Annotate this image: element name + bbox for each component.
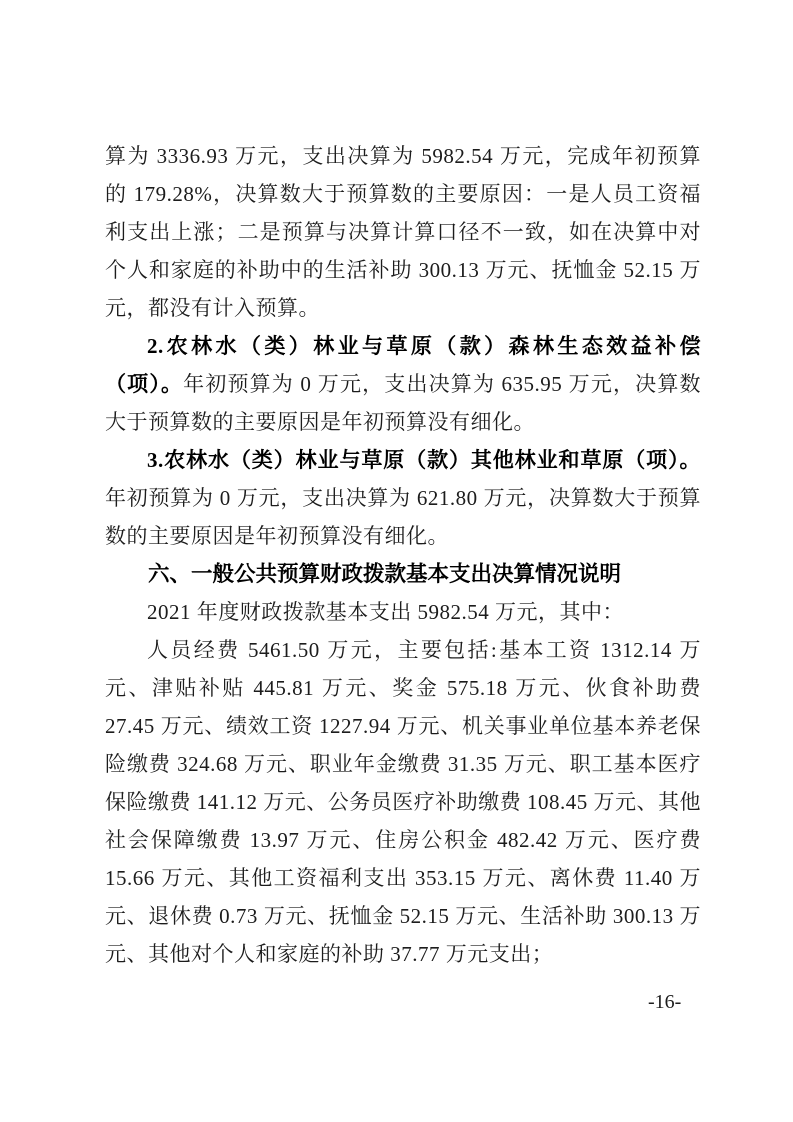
paragraph-item-3 xyxy=(105,441,701,555)
item-2-body: 年初预算为 0 万元，支出决算为 635.95 万元，决算数大于预算数的主要原因是年初预算没有细化。 xyxy=(105,372,702,434)
document-body xyxy=(105,137,701,973)
item-3-body: 年初预算为 0 万元，支出决算为 621.80 万元，决算数大于预算数的主要原因是年初预算没有细化。 xyxy=(105,486,701,548)
paragraph-item-2 xyxy=(105,327,701,441)
section-6-heading: 六、一般公共预算财政拨款基本支出决算情况说明 xyxy=(148,562,622,586)
paragraph-section-6-personnel-detail: 人员经费 5461.50 万元，主要包括:基本工资 1312.14 万元、津贴补贴 445.81 万元、奖金 575.18 万元、伙食补助费 27.45 万元、绩效工资 1227.94 万元、机关事业单位基本养老保险缴费 324.68 万元、职业年金缴费 31.35 万元、职工基本医疗保险缴费 141.12 万元、公务员医疗补助缴费 108.45 万元、其他社会保障缴费 13.97 万元、住房公积金 482.42 万元、医疗费 15.66 万元、其他工资福利支出 353.15 万元、离休费 11.40 万元、退休费 0.73 万元、抚恤金 52.15 万元、生活补助 300.13 万元、其他对个人和家庭的补助 37.77 万元支出； xyxy=(105,638,701,966)
item-3-heading: 3.农林水（类）林业与草原（款）其他林业和草原（项）。 xyxy=(147,448,701,472)
paragraph-budget-overrun-continuation: 算为 3336.93 万元，支出决算为 5982.54 万元，完成年初预算的 179.28%，决算数大于预算数的主要原因：一是人员工资福利支出上涨；二是预算与决算计算口径不一致，如在决算中对个人和家庭的补助中的生活补助 300.13 万元、抚恤金 52.15 万元，都没有计入预算。 xyxy=(105,144,701,320)
page-number: -16- xyxy=(648,991,682,1013)
paragraph-section-6-intro: 2021 年度财政拨款基本支出 5982.54 万元，其中： xyxy=(147,600,624,624)
item-2-heading: 2.农林水（类）林业与草原（款）森林生态效益补偿（项）。 xyxy=(105,334,701,396)
